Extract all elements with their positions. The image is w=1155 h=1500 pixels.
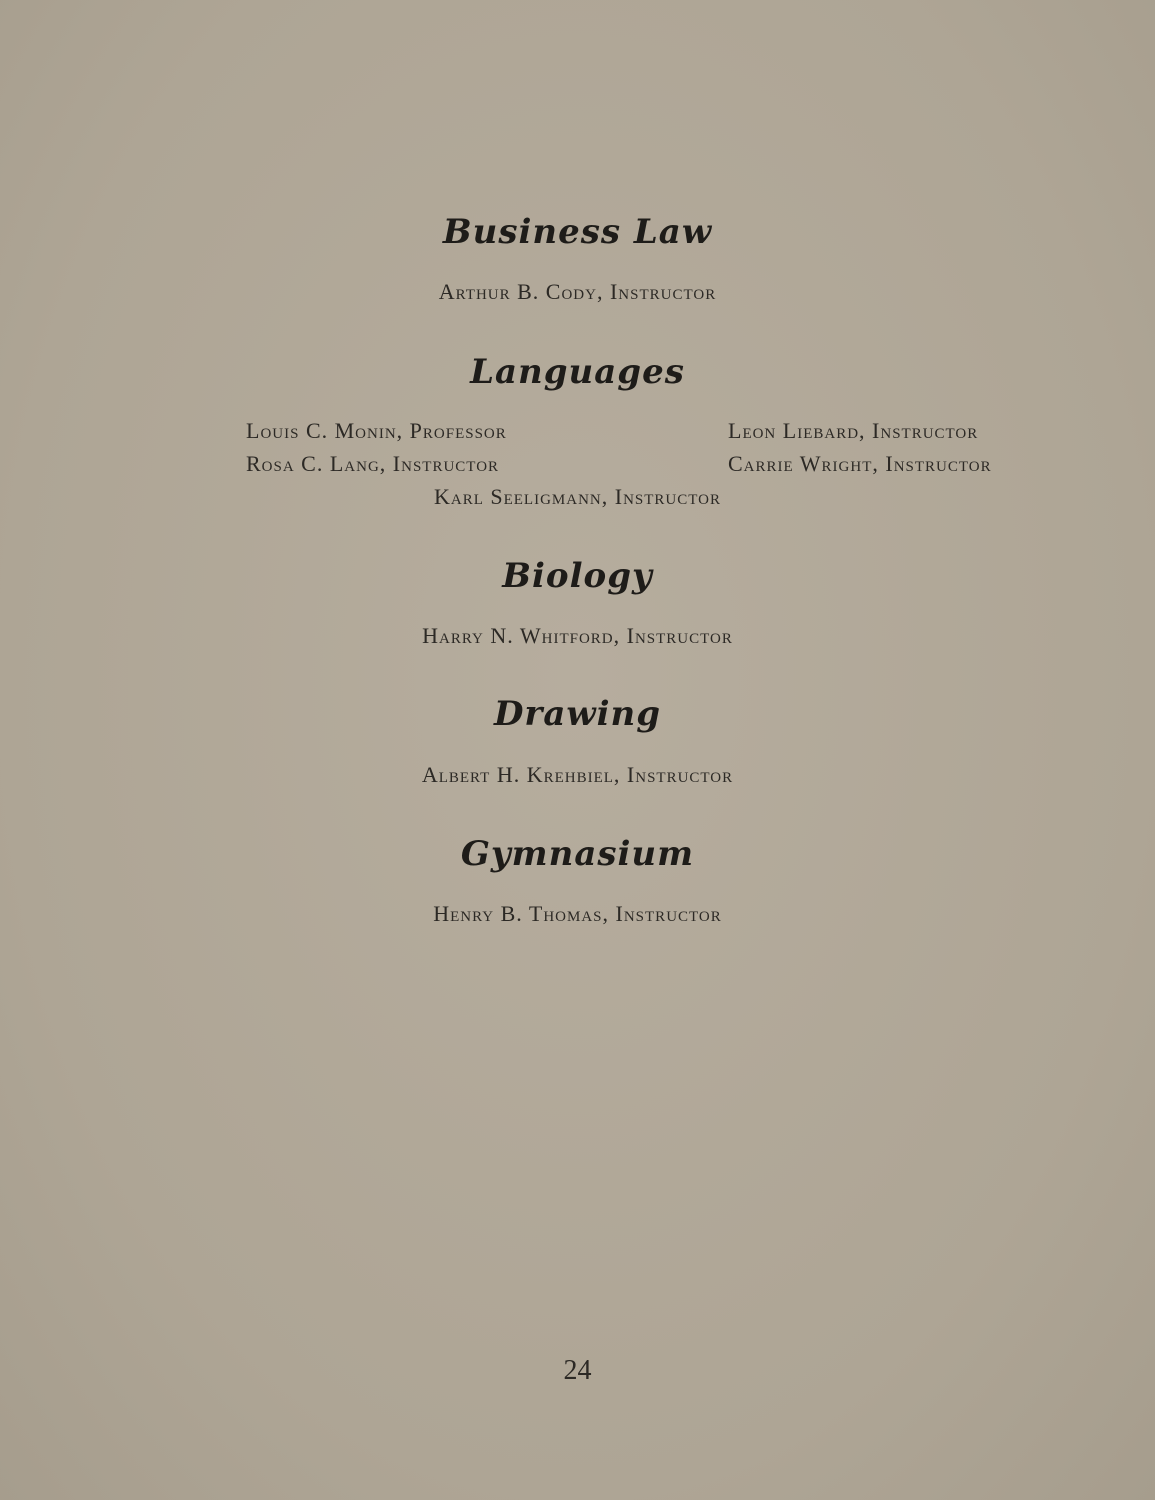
faculty-entry: Albert H. Krehbiel, Instructor [421,762,734,787]
faculty-entry: Louis C. Monin, Professor [246,418,507,443]
section-heading-biology: Biology [502,556,653,596]
faculty-entry: Arthur B. Cody, Instructor [438,279,717,304]
faculty-entry: Karl Seeligmann, Instructor [433,484,721,509]
page-number: 24 [563,1355,592,1386]
faculty-entry: Carrie Wright, Instructor [728,451,992,476]
faculty-entry: Rosa C. Lang, Instructor [246,451,500,476]
section-heading-languages: Languages [470,352,685,392]
faculty-entry: Leon Liebard, Instructor [728,418,979,443]
section-heading-gymnasium: Gymnasium [460,834,695,874]
faculty-entry: Henry B. Thomas, Instructor [433,901,722,926]
faculty-entry: Harry N. Whitford, Instructor [422,623,733,648]
section-heading-drawing: Drawing [493,694,662,734]
section-heading-business-law: Business Law [442,212,713,252]
